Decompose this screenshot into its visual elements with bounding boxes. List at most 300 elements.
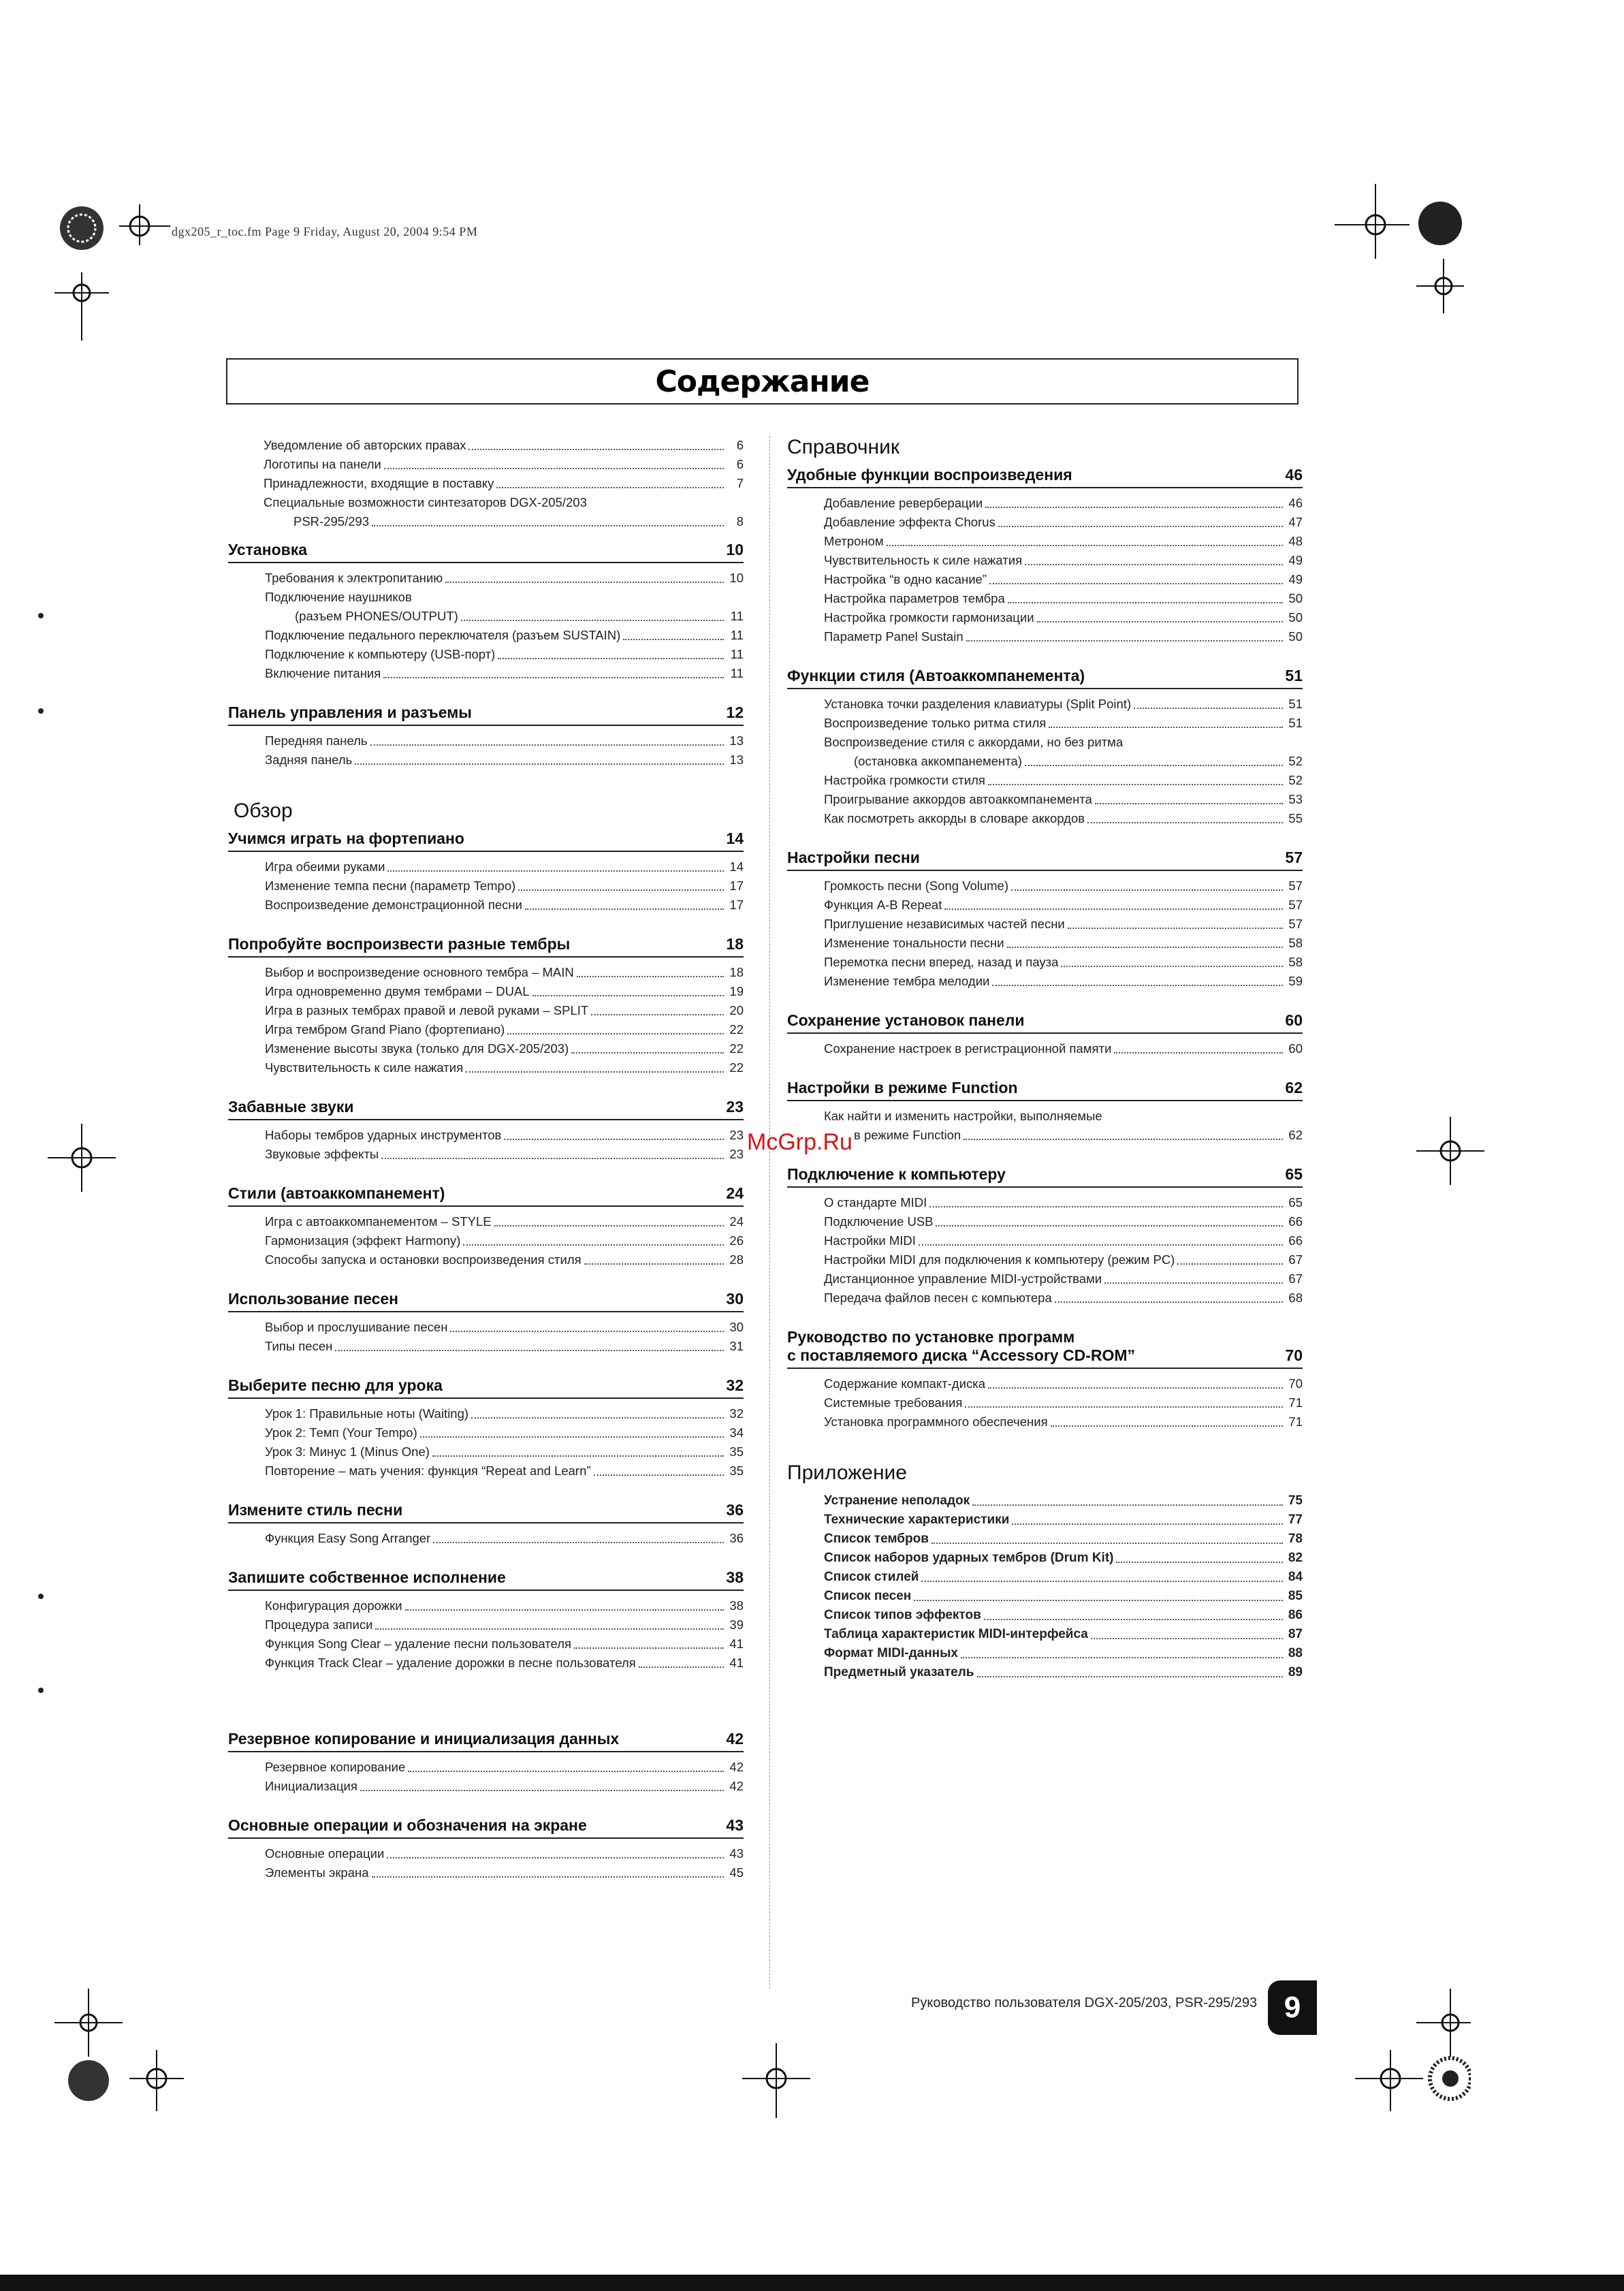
toc-entry[interactable] — [824, 1530, 1303, 1549]
toc-section-page: 36 — [726, 1501, 744, 1519]
leader-dots — [532, 995, 724, 996]
toc-entry-text: Как посмотреть аккорды в словаре аккордов — [824, 811, 1085, 825]
toc-page-number: 23 — [729, 1147, 744, 1161]
toc-entry[interactable] — [824, 953, 1303, 972]
toc-page-number: 36 — [729, 1531, 744, 1545]
toc-entry[interactable] — [265, 1001, 744, 1020]
toc-entry[interactable] — [265, 1615, 744, 1634]
toc-entry-text: Добавление эффекта Chorus — [824, 515, 996, 529]
toc-entries — [787, 876, 1303, 991]
scan-edge-bar — [0, 2275, 1624, 2291]
toc-entry-text: Изменение тембра мелодии — [824, 974, 990, 988]
toc-entry-text: Изменение высоты звука (только для DGX-205/203) — [265, 1041, 569, 1056]
toc-entry-row2 — [824, 752, 1303, 771]
toc-entry[interactable] — [824, 876, 1303, 896]
toc-section-heading[interactable] — [228, 1376, 744, 1399]
toc-entry[interactable] — [824, 1511, 1303, 1530]
toc-section — [228, 1730, 744, 1816]
toc-section — [228, 1098, 744, 1184]
toc-entry[interactable] — [824, 1587, 1303, 1606]
toc-section-title-line2: с поставляемого диска “Accessory CD-ROM” — [787, 1346, 1136, 1364]
toc-page-number: 35 — [729, 1444, 744, 1459]
leader-dots — [1061, 966, 1283, 967]
toc-entry[interactable] — [824, 1212, 1303, 1231]
toc-section-heading[interactable] — [787, 1011, 1303, 1034]
toc-page-number: 47 — [1288, 515, 1303, 529]
toc-entry-text: Включение питания — [265, 666, 381, 680]
toc-page-number: 43 — [729, 1846, 744, 1861]
toc-entry[interactable] — [264, 474, 744, 493]
toc-entry[interactable] — [265, 1212, 744, 1231]
toc-page-number: 57 — [1288, 879, 1303, 893]
toc-entry-text: Игра в разных тембрах правой и левой руками – SPLIT — [265, 1003, 589, 1017]
toc-section-heading[interactable] — [228, 1184, 744, 1207]
leader-dots — [1037, 621, 1283, 622]
toc-section — [228, 1568, 744, 1693]
toc-entry[interactable] — [265, 1863, 744, 1882]
leader-dots — [591, 1014, 724, 1015]
leader-dots — [445, 582, 724, 583]
leader-dots — [966, 640, 1283, 642]
toc-entry-text: Логотипы на панели — [264, 457, 381, 471]
toc-entry-text: Инициализация — [265, 1779, 357, 1793]
leader-dots — [408, 1771, 724, 1772]
page-number-tab — [1268, 1980, 1317, 2035]
toc-entry[interactable] — [265, 1039, 744, 1058]
leader-dots — [1055, 1301, 1283, 1303]
toc-section-title: Настройки в режиме Function — [787, 1079, 1018, 1096]
toc-entry[interactable] — [265, 731, 744, 750]
toc-entry-text: Воспроизведение стиля с аккордами, но без ритма — [824, 735, 1124, 749]
registration-mark-bottom-right — [1335, 1975, 1471, 2111]
appendix-entries — [787, 1491, 1303, 1682]
toc-entry[interactable] — [824, 1412, 1303, 1432]
registration-mark-bottom-center — [735, 2043, 817, 2118]
toc-section-title: Функции стиля (Автоаккомпанемента) — [787, 667, 1085, 684]
leader-dots — [360, 1790, 724, 1791]
toc-section-heading[interactable] — [228, 1098, 744, 1120]
toc-section-heading[interactable] — [228, 830, 744, 852]
toc-entry[interactable] — [265, 645, 744, 664]
toc-page-number: 17 — [729, 879, 744, 893]
toc-entry-text: Метроном — [824, 534, 884, 548]
leader-dots — [914, 1600, 1283, 1601]
toc-entries — [228, 1758, 744, 1796]
toc-entry[interactable] — [265, 1596, 744, 1615]
toc-entry[interactable] — [824, 1374, 1303, 1393]
leader-dots — [1114, 1052, 1283, 1054]
toc-section-title: Забавные звуки — [228, 1098, 354, 1116]
toc-page-number: 13 — [729, 753, 744, 767]
toc-entry[interactable] — [824, 551, 1303, 570]
toc-entry[interactable] — [824, 1269, 1303, 1289]
toc-entries — [228, 1596, 744, 1673]
toc-entry[interactable] — [824, 1289, 1303, 1308]
toc-entry-text: Список наборов ударных тембров (Drum Kit) — [824, 1551, 1114, 1565]
leader-dots — [574, 1647, 724, 1649]
toc-entry-text: Выбор и воспроизведение основного тембра – MAIN — [265, 965, 574, 979]
toc-entry-text: Список тембров — [824, 1532, 929, 1546]
toc-entry-text: Звуковые эффекты — [265, 1147, 379, 1161]
toc-entry-text: Наборы тембров ударных инструментов — [265, 1128, 502, 1142]
toc-entry-text: Требования к электропитанию — [265, 571, 443, 585]
leader-dots — [989, 583, 1283, 584]
toc-page-number: 58 — [1288, 955, 1303, 969]
leader-dots — [623, 639, 724, 640]
toc-entry-text: Системные требования — [824, 1395, 963, 1410]
toc-entry-text: Громкость песни (Song Volume) — [824, 879, 1008, 893]
toc-page-number: 38 — [729, 1598, 744, 1613]
toc-section-heading[interactable] — [787, 667, 1303, 689]
leader-dots — [919, 1244, 1283, 1246]
leader-dots — [984, 1619, 1283, 1620]
leader-dots — [466, 1071, 724, 1073]
toc-entry-text: Способы запуска и остановки воспроизведения стиля — [265, 1252, 582, 1267]
toc-entry[interactable] — [824, 1231, 1303, 1250]
toc-section-title: Попробуйте воспроизвести разные тембры — [228, 935, 571, 953]
toc-section — [228, 1376, 744, 1501]
leader-dots — [498, 658, 724, 659]
leader-dots — [372, 525, 724, 526]
toc-section-heading[interactable] — [228, 1568, 744, 1591]
toc-entry-text: Установка программного обеспечения — [824, 1415, 1048, 1429]
toc-entry[interactable] — [824, 1250, 1303, 1269]
toc-page-number: 67 — [1288, 1271, 1303, 1286]
toc-entry[interactable] — [265, 1145, 744, 1164]
toc-entry[interactable] — [265, 588, 744, 626]
toc-section-heading[interactable] — [787, 1079, 1303, 1101]
toc-entry[interactable] — [824, 915, 1303, 934]
toc-page-number: 42 — [729, 1779, 744, 1793]
leader-dots — [1104, 1282, 1283, 1284]
toc-page-number: 49 — [1288, 572, 1303, 586]
toc-entry-text: Подключение к компьютеру (USB-порт) — [265, 647, 496, 661]
toc-page-number: 85 — [1288, 1589, 1303, 1603]
toc-entry-text: Специальные возможности синтезаторов DGX-205/203 — [264, 495, 587, 509]
toc-entry[interactable] — [824, 1663, 1303, 1682]
margin-dot — [38, 708, 44, 714]
toc-section-title: Запишите собственное исполнение — [228, 1568, 506, 1586]
leader-dots — [571, 1052, 724, 1054]
toc-section-page: 32 — [726, 1376, 744, 1394]
toc-entry-text-cont: PSR-295/293 — [293, 514, 370, 528]
toc-section-page: 14 — [726, 830, 744, 847]
toc-page-number: 62 — [1288, 1128, 1303, 1142]
toc-entries — [228, 963, 744, 1077]
toc-section-page: 62 — [1285, 1079, 1303, 1096]
toc-entry[interactable] — [824, 1625, 1303, 1644]
footer-manual-title: Руководство пользователя DGX-205/203, PSR-295/293 — [911, 1995, 1258, 2010]
toc-page-number: 41 — [729, 1637, 744, 1651]
registration-mark-mid-left — [41, 1117, 123, 1199]
toc-entry-text: Сохранение настроек в регистрационной памяти — [824, 1041, 1112, 1056]
toc-entry-text: Игра одновременно двумя тембрами – DUAL — [265, 984, 530, 998]
toc-page-number: 10 — [729, 571, 744, 585]
toc-entry[interactable] — [265, 1777, 744, 1796]
toc-section — [228, 541, 744, 704]
toc-entry[interactable] — [824, 1107, 1303, 1145]
toc-entry-text: Урок 3: Минус 1 (Minus One) — [265, 1444, 430, 1459]
leader-dots — [525, 908, 724, 910]
toc-page-number: 70 — [1288, 1376, 1303, 1391]
toc-entry-text: Настройка громкости стиля — [824, 773, 985, 787]
toc-entry[interactable] — [824, 570, 1303, 589]
toc-entry[interactable] — [265, 626, 744, 645]
toc-entry[interactable] — [265, 1020, 744, 1039]
toc-entry-text: Проигрывание аккордов автоаккомпанемента — [824, 792, 1092, 806]
toc-page-number: 11 — [730, 666, 744, 680]
toc-entry[interactable] — [264, 436, 744, 455]
toc-page-number: 6 — [736, 457, 744, 471]
toc-entry[interactable] — [264, 455, 744, 474]
leader-dots — [992, 985, 1283, 986]
toc-entries — [787, 1193, 1303, 1308]
toc-entry-text: Подключение педального переключателя (разъем SUSTAIN) — [265, 628, 621, 642]
toc-page-number: 31 — [729, 1339, 744, 1353]
toc-page-number: 46 — [1288, 496, 1303, 510]
toc-entry[interactable] — [824, 589, 1303, 608]
toc-section-page: 65 — [1285, 1165, 1303, 1183]
toc-entry[interactable] — [824, 532, 1303, 551]
toc-entry[interactable] — [824, 1393, 1303, 1412]
toc-entry[interactable] — [824, 1568, 1303, 1587]
toc-entry[interactable] — [824, 896, 1303, 915]
toc-section-heading[interactable] — [787, 849, 1303, 871]
toc-section-page: 24 — [726, 1184, 744, 1202]
leader-dots — [988, 1387, 1283, 1389]
toc-section — [228, 935, 744, 1098]
toc-page-number: 19 — [729, 984, 744, 998]
toc-entries — [787, 494, 1303, 646]
toc-section-heading[interactable] — [228, 1501, 744, 1523]
leader-dots — [387, 870, 724, 872]
toc-entry[interactable] — [824, 972, 1303, 991]
toc-entry[interactable] — [265, 1442, 744, 1462]
toc-group-title: Справочник — [787, 436, 899, 458]
toc-entry[interactable] — [824, 627, 1303, 646]
toc-section-heading[interactable] — [228, 704, 744, 726]
toc-entry[interactable] — [265, 1250, 744, 1269]
toc-section-heading[interactable] — [787, 1165, 1303, 1188]
toc-entry[interactable] — [824, 1606, 1303, 1625]
toc-section-page: 60 — [1285, 1011, 1303, 1029]
toc-entry[interactable] — [265, 982, 744, 1001]
toc-entry[interactable] — [264, 493, 744, 531]
toc-entry[interactable] — [265, 896, 744, 915]
toc-entry-text: Настройка параметров тембра — [824, 591, 1005, 605]
toc-entry[interactable] — [824, 809, 1303, 828]
registration-mark-top-right — [1328, 177, 1464, 313]
leader-dots — [335, 1350, 724, 1351]
toc-entry[interactable] — [265, 1654, 744, 1673]
toc-entry[interactable] — [824, 771, 1303, 790]
toc-section-page: 43 — [726, 1816, 744, 1834]
leader-dots — [1087, 822, 1283, 823]
toc-entry[interactable] — [265, 750, 744, 770]
toc-entry[interactable] — [265, 963, 744, 982]
margin-dot — [38, 1688, 44, 1693]
leader-dots — [887, 545, 1283, 546]
toc-entry[interactable] — [265, 664, 744, 683]
toc-entry[interactable] — [824, 790, 1303, 809]
toc-section-heading[interactable] — [787, 466, 1303, 488]
toc-entry-text-cont: (остановка аккомпанемента) — [854, 754, 1022, 768]
toc-page-number: 41 — [729, 1656, 744, 1670]
toc-section — [787, 1011, 1303, 1079]
toc-entry[interactable] — [265, 1318, 744, 1337]
toc-entry[interactable] — [824, 513, 1303, 532]
toc-page-number: 67 — [1288, 1252, 1303, 1267]
toc-page-number: 89 — [1288, 1665, 1303, 1679]
toc-entry[interactable] — [265, 1844, 744, 1863]
toc-section-page: 51 — [1285, 667, 1303, 684]
toc-section-title-line1: Руководство по установке программ — [787, 1328, 1075, 1346]
toc-entry[interactable] — [824, 608, 1303, 627]
toc-entry-text: О стандарте MIDI — [824, 1195, 927, 1210]
toc-section — [228, 1816, 744, 1903]
toc-page-number: 75 — [1288, 1494, 1303, 1508]
toc-entry-text: Изменение тональности песни — [824, 936, 1004, 950]
toc-group-title: Приложение — [787, 1462, 907, 1484]
leader-dots — [468, 449, 724, 450]
toc-entry-text: Основные операции — [265, 1846, 385, 1861]
leader-dots — [1007, 947, 1283, 948]
toc-page-number: 77 — [1288, 1513, 1303, 1527]
leader-dots — [584, 1263, 724, 1265]
toc-section-title: Резервное копирование и инициализация данных — [228, 1730, 620, 1748]
toc-page-number: 55 — [1288, 811, 1303, 825]
toc-section — [787, 1079, 1303, 1165]
toc-entry[interactable] — [265, 1462, 744, 1481]
toc-page-number: 51 — [1288, 716, 1303, 730]
toc-entry-text: Формат MIDI-данных — [824, 1646, 958, 1660]
toc-page-number: 18 — [729, 965, 744, 979]
toc-page-number: 22 — [729, 1041, 744, 1056]
toc-entry[interactable] — [824, 1491, 1303, 1511]
toc-entry-text: Уведомление об авторских правах — [264, 438, 466, 452]
toc-entries — [228, 1318, 744, 1356]
toc-section — [787, 1328, 1303, 1452]
left-column — [228, 436, 744, 1903]
toc-entry[interactable] — [824, 494, 1303, 513]
leader-dots — [1068, 928, 1283, 929]
toc-entry-text: Типы песен — [265, 1339, 333, 1353]
toc-entry[interactable] — [265, 1758, 744, 1777]
registration-mark-mid-right — [1410, 1110, 1491, 1192]
toc-entry[interactable] — [265, 1404, 744, 1423]
toc-section-heading[interactable] — [228, 1816, 744, 1839]
toc-section-title: Выберите песню для урока — [228, 1376, 443, 1394]
leader-dots — [1025, 765, 1283, 766]
toc-entry[interactable] — [824, 1644, 1303, 1663]
toc-entries — [787, 1374, 1303, 1432]
toc-entry[interactable] — [265, 857, 744, 876]
toc-page-number: 49 — [1288, 553, 1303, 567]
toc-entry-text: Резервное копирование — [265, 1760, 406, 1774]
toc-page-number: 45 — [729, 1865, 744, 1880]
toc-entry-text: Гармонизация (эффект Harmony) — [265, 1233, 461, 1248]
toc-entry-text: Игра тембром Grand Piano (фортепиано) — [265, 1022, 505, 1037]
registration-mark-top-left — [54, 204, 177, 341]
page-number: 9 — [1284, 1991, 1301, 2024]
toc-page-number: 39 — [729, 1617, 744, 1632]
toc-entry-text: Настройки MIDI для подключения к компьютеру (режим PC) — [824, 1252, 1175, 1267]
toc-entry[interactable] — [824, 1193, 1303, 1212]
leader-dots — [594, 1474, 724, 1476]
toc-page-number: 66 — [1288, 1214, 1303, 1229]
leader-dots — [998, 526, 1283, 527]
toc-entries — [228, 1529, 744, 1548]
toc-entry-text: Воспроизведение только ритма стиля — [824, 716, 1047, 730]
toc-section-heading[interactable] — [228, 1730, 744, 1752]
toc-entry-text: Урок 2: Темп (Your Tempo) — [265, 1425, 417, 1440]
toc-page-number: 68 — [1288, 1291, 1303, 1305]
toc-section-page: 46 — [1285, 466, 1303, 484]
toc-entry-text: Приглушение независимых частей песни — [824, 917, 1065, 931]
toc-section-heading[interactable] — [228, 935, 744, 958]
leader-dots — [1025, 564, 1283, 565]
toc-entry-text: Конфигурация дорожки — [265, 1598, 402, 1613]
toc-entry[interactable] — [824, 695, 1303, 714]
leader-dots — [944, 908, 1283, 910]
toc-entries — [787, 1107, 1303, 1145]
leader-dots — [1116, 1562, 1283, 1563]
toc-entry-text-cont: в режиме Function — [854, 1128, 961, 1142]
toc-entry[interactable] — [265, 1126, 744, 1145]
toc-entry-text: Устранение неполадок — [824, 1494, 970, 1508]
leader-dots — [1095, 803, 1283, 804]
toc-entry[interactable] — [265, 1337, 744, 1356]
toc-entry[interactable] — [824, 733, 1303, 771]
toc-title-box — [226, 358, 1299, 405]
toc-entry[interactable] — [824, 714, 1303, 733]
toc-entry[interactable] — [265, 1529, 744, 1548]
leader-dots — [372, 1876, 724, 1878]
toc-section-heading[interactable] — [787, 1328, 1303, 1369]
leader-dots — [936, 1225, 1283, 1227]
toc-entry[interactable] — [265, 1423, 744, 1442]
toc-page-number: 32 — [729, 1406, 744, 1421]
toc-entry-text: Подключение USB — [824, 1214, 934, 1229]
registration-mark-bottom-left — [48, 1975, 184, 2111]
toc-entry[interactable] — [265, 1634, 744, 1654]
leader-dots — [577, 976, 724, 977]
toc-page-number: 48 — [1288, 534, 1303, 548]
toc-entry[interactable] — [265, 569, 744, 588]
toc-entry[interactable] — [824, 1039, 1303, 1058]
toc-entry-row2 — [265, 607, 744, 626]
toc-page-number: 22 — [729, 1022, 744, 1037]
toc-entry[interactable] — [824, 934, 1303, 953]
toc-section — [787, 667, 1303, 849]
toc-entry[interactable] — [265, 1231, 744, 1250]
toc-section-title: Подключение к компьютеру — [787, 1165, 1006, 1183]
toc-section-heading[interactable] — [228, 541, 744, 563]
toc-page-number: 86 — [1288, 1608, 1303, 1622]
leader-dots — [432, 1455, 724, 1457]
toc-page-number: 24 — [729, 1214, 744, 1229]
leader-dots — [985, 507, 1283, 508]
toc-entry[interactable] — [265, 1058, 744, 1077]
leader-dots — [518, 889, 724, 891]
toc-section-heading[interactable] — [228, 1290, 744, 1312]
leader-dots — [450, 1331, 724, 1332]
toc-entries — [228, 857, 744, 915]
toc-page-number: 20 — [729, 1003, 744, 1017]
toc-entry[interactable] — [824, 1549, 1303, 1568]
toc-entry[interactable] — [265, 876, 744, 896]
toc-entry-text: Изменение темпа песни (параметр Tempo) — [265, 879, 516, 893]
